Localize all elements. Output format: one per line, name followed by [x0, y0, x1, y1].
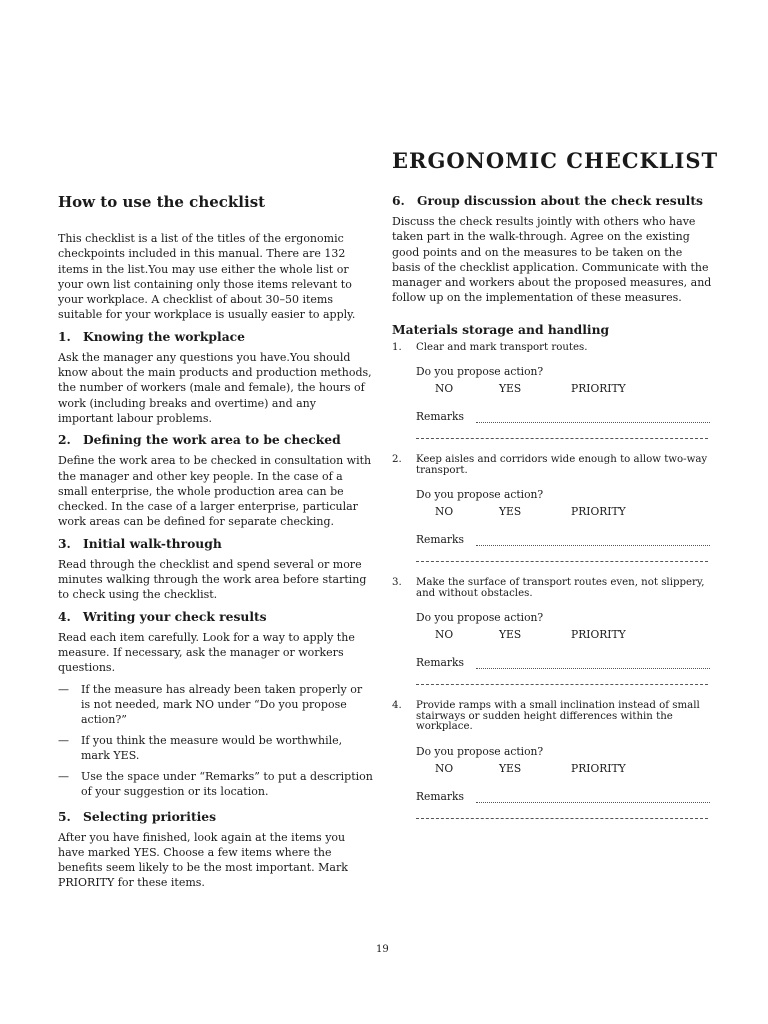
section-text: Read through the checklist and spend several or more minutes walking through the work area before starting to check using the checklist.	[58, 557, 367, 602]
section-4	[58, 609, 374, 799]
page-number: 19	[376, 944, 389, 955]
option-priority[interactable]: PRIORITY	[571, 382, 626, 396]
answer-options	[435, 505, 712, 519]
checklist-item	[392, 578, 712, 685]
checklist-item	[392, 701, 712, 819]
intro-paragraph: This checklist is a list of the titles of the ergonomic checkpoints included in this manual. There are 132 items in the list.You may use either the whole list or your own list containing only those items relevant to your workplace. A checklist of about 30–50 items suitable for your workplace is usually easier to apply.	[58, 232, 356, 322]
instruction-list	[58, 682, 374, 799]
option-priority[interactable]: PRIORITY	[571, 761, 626, 775]
section-number: 1.	[58, 328, 71, 344]
checklist-item	[392, 343, 712, 440]
remarks-line[interactable]	[416, 437, 708, 439]
option-yes[interactable]: YES	[499, 505, 522, 519]
section-heading	[58, 609, 374, 624]
remarks-label: Remarks	[416, 789, 464, 803]
option-yes[interactable]: YES	[499, 382, 522, 396]
option-no[interactable]: NO	[435, 628, 454, 642]
item-text: Provide ramps with a small inclination instead of small stairways or sudden height differences within the workplace.	[416, 700, 700, 733]
option-no[interactable]: NO	[435, 382, 454, 396]
section-3	[58, 536, 374, 603]
option-no[interactable]: NO	[435, 761, 454, 775]
propose-action-question: Do you propose action?	[416, 611, 544, 625]
remarks-label: Remarks	[416, 533, 464, 547]
remarks-row	[416, 410, 712, 423]
section-text: Discuss the check results jointly with others who have taken part in the walk-through. Agree on the existing good points and on the measures to be taken on the basis of the checklist application. Communicate with the manager and workers about the proposed measures, and follow up on the implementation of these measures.	[392, 215, 712, 305]
section-title: Knowing the workplace	[83, 328, 245, 344]
section-6	[392, 193, 712, 306]
remarks-row	[416, 790, 712, 803]
section-number: 4.	[58, 608, 71, 624]
item-text: Make the surface of transport routes even, not slippery, and without obstacles.	[416, 577, 705, 599]
remarks-field[interactable]	[476, 659, 710, 669]
list-item: — If the measure has already been taken properly or is not needed, mark NO under “Do you propose action?”	[58, 682, 374, 727]
section-number: 6.	[392, 193, 405, 208]
answer-options	[435, 382, 712, 396]
remarks-line[interactable]	[416, 817, 708, 819]
remarks-label: Remarks	[416, 656, 464, 670]
option-yes[interactable]: YES	[499, 628, 522, 642]
propose-action-question: Do you propose action?	[416, 365, 544, 379]
section-title: Selecting priorities	[83, 808, 217, 824]
item-number: 4.	[392, 700, 402, 712]
section-number: 3.	[58, 535, 71, 551]
section-text: After you have finished, look again at the items you have marked YES. Choose a few items where the benefits seem likely to be the most important. Mark PRIORITY for these items.	[58, 830, 348, 890]
propose-action-question: Do you propose action?	[416, 488, 544, 502]
right-column	[392, 193, 712, 835]
section-number: 2.	[58, 432, 71, 448]
section-text: Ask the manager any questions you have.You should know about the main products and production methods, the number of workers (male and female), the hours of work (including breaks and overtime) and any important labour problems.	[58, 350, 372, 425]
option-priority[interactable]: PRIORITY	[571, 628, 626, 642]
section-2	[58, 432, 374, 529]
item-number: 3.	[392, 577, 402, 589]
list-item: — Use the space under “Remarks” to put a description of your suggestion or its location.	[58, 769, 374, 799]
list-item: — If you think the measure would be worthwhile, mark YES.	[58, 733, 374, 763]
item-number: 2.	[392, 454, 402, 466]
remarks-field[interactable]	[476, 413, 710, 423]
how-to-use-heading: How to use the checklist	[58, 193, 266, 211]
section-heading	[392, 193, 712, 208]
remarks-row	[416, 656, 712, 669]
item-text-wrap	[392, 701, 712, 733]
section-heading	[58, 329, 374, 344]
section-number: 5.	[58, 808, 71, 824]
left-column	[58, 193, 374, 897]
section-5	[58, 809, 374, 891]
answer-options	[435, 762, 712, 776]
remarks-field[interactable]	[476, 793, 710, 803]
item-text-wrap	[392, 343, 712, 354]
item-text: Clear and mark transport routes.	[416, 341, 588, 353]
item-text: Keep aisles and corridors wide enough to allow two-way transport.	[416, 454, 708, 476]
remarks-line[interactable]	[416, 683, 708, 685]
section-1	[58, 329, 374, 426]
item-text-wrap	[392, 578, 712, 599]
option-priority[interactable]: PRIORITY	[571, 505, 626, 519]
page-title: ERGONOMIC CHECKLIST	[392, 148, 719, 173]
option-no[interactable]: NO	[435, 505, 454, 519]
section-text: Read each item carefully. Look for a way to apply the measure. If necessary, ask the manager or workers questions.	[58, 630, 355, 675]
remarks-field[interactable]	[476, 536, 710, 546]
section-heading	[58, 536, 374, 551]
remarks-line[interactable]	[416, 560, 708, 562]
propose-action-question: Do you propose action?	[416, 744, 544, 758]
section-title: Initial walk-through	[83, 535, 222, 551]
section-heading	[58, 432, 374, 447]
section-title: Group discussion about the check results	[417, 193, 703, 208]
option-yes[interactable]: YES	[499, 761, 522, 775]
section-heading	[58, 809, 374, 824]
remarks-row	[416, 533, 712, 546]
remarks-label: Remarks	[416, 410, 464, 424]
materials-storage-heading: Materials storage and handling	[392, 321, 610, 337]
answer-options	[435, 628, 712, 642]
section-text: Define the work area to be checked in consultation with the manager and other key people. In the case of a small enterprise, the whole production area can be checked. In the case of a larger enterprise, particular work areas can be defined for separate checking.	[58, 454, 372, 529]
checklist-item	[392, 455, 712, 562]
section-title: Writing your check results	[83, 608, 267, 624]
item-text-wrap	[392, 455, 712, 476]
section-title: Defining the work area to be checked	[83, 432, 341, 448]
item-number: 1.	[392, 341, 402, 353]
